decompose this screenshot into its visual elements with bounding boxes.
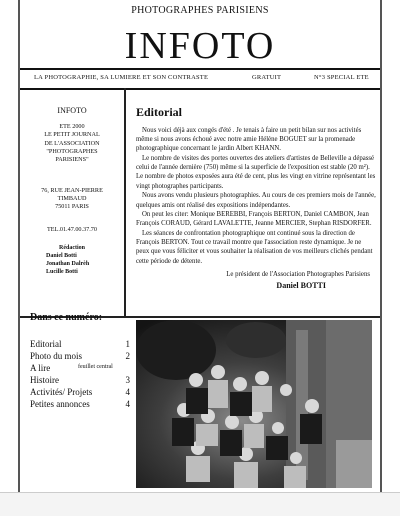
desc-line: DE L'ASSOCIATION	[44, 139, 100, 147]
price-label: GRATUIT	[252, 74, 282, 81]
toc-label: A lire	[30, 363, 51, 373]
toc-item[interactable]	[30, 399, 130, 411]
group-photo	[136, 320, 372, 488]
toc-item[interactable]	[30, 351, 130, 363]
toc-extra: feuillet central	[78, 364, 113, 370]
toc-label: Activités/ Projets	[30, 387, 93, 397]
editorial-paragraph: Nous avons vendu plusieurs photographies. Au cours de ces premiers mois de l'année, quelques amis ont réalisé des expositions indépendantes.	[136, 192, 376, 209]
masthead-title: INFOTO	[124, 25, 276, 67]
address-line: 75011 PARIS	[55, 203, 89, 211]
page-bottom-margin	[0, 492, 400, 516]
toc-label: Editorial	[30, 339, 62, 349]
masthead-box	[26, 106, 118, 276]
signature-name: Daniel BOTTI	[276, 280, 326, 290]
editorial-paragraph: Nous voici déjà aux congés d'été . Je tenais à faire un petit bilan sur nos activités même si nous avons échoué avec notre amie Hélène BOGUET sur la promenade photographique concernant le jardin Albert KHANN.	[136, 126, 362, 153]
header-rule-top	[20, 68, 380, 70]
phone: TEL.01.47.00.37.70	[46, 225, 97, 233]
header-rule-bottom	[20, 88, 380, 90]
desc-line: PARISIENS"	[55, 156, 89, 164]
table-of-contents	[30, 312, 130, 411]
toc-page: 1	[125, 339, 130, 349]
toc-page: 4	[125, 387, 130, 397]
season: ETE 2000	[59, 122, 85, 130]
toc-page: 3	[125, 375, 130, 385]
toc-label: Histoire	[30, 375, 59, 385]
editorial-article	[136, 104, 376, 291]
tagline: LA PHOTOGRAPHIE, SA LUMIERE ET SON CONTRASTE	[34, 74, 209, 81]
signature-role: Le président de l'Association Photographes Parisiens	[226, 271, 370, 279]
toc-label: Petites annonces	[30, 399, 90, 409]
desc-line: LE PETIT JOURNAL	[44, 131, 100, 139]
desc-line: "PHOTOGRAPHES	[46, 147, 98, 155]
editorial-paragraph: Les séances de confrontation photographique ont continué sous la direction de François BERTON. Tout ce travail montre que l'association reste dynamique. Je ne peux que vous féliciter et vous souhaiter la réalisation de vos meilleurs clichés pendant cette période de détente.	[136, 229, 373, 265]
toc-item[interactable]	[30, 387, 130, 399]
address-line: TIMBAUD	[57, 194, 87, 202]
staff-name: Daniel Botti	[46, 253, 77, 260]
issue-label: N°3 SPECIAL ETE	[314, 74, 369, 81]
toc-item[interactable]	[30, 375, 130, 387]
page-left-edge	[18, 0, 20, 492]
address-line: 76, RUE JEAN-PIERRE	[41, 186, 103, 194]
group-photo-image	[136, 320, 372, 488]
page-right-edge	[380, 0, 382, 492]
column-divider	[124, 88, 126, 316]
staff-name: Jonathan Dalrèh	[46, 261, 90, 268]
toc-item[interactable]	[30, 363, 130, 375]
redaction-label: Rédaction	[59, 245, 85, 252]
toc-item[interactable]	[30, 339, 130, 351]
toc-page: 2	[125, 351, 130, 361]
toc-label: Photo du mois	[30, 351, 83, 361]
staff-name: Lucille Botti	[46, 269, 78, 276]
editorial-paragraph: On peut les citer: Monique BEREBBI, François BERTON, Daniel CAMBON, Jean François CORAUD, Gérard LAVALETTE, Jeanne MERCIER, Stephan RISDORFER.	[136, 210, 372, 228]
sidebar-title: INFOTO	[57, 106, 87, 115]
editorial-paragraph: Le nombre de visites des portes ouvertes des ateliers d'artistes de Belleville a dépassé celui de l'année dernière (750) même si la superficie de l'exposition est stable (20 m²). Le nombre de photos exposées aura été de cent, plus les vingt en vitrine représentant les vingt photographes participants.	[136, 154, 376, 190]
toc-page: 4	[125, 399, 130, 409]
contents-heading: Dans ce numéro:	[30, 312, 103, 323]
editorial-title: Editorial	[136, 105, 183, 119]
association-name: PHOTOGRAPHES PARISIENS	[131, 5, 269, 16]
